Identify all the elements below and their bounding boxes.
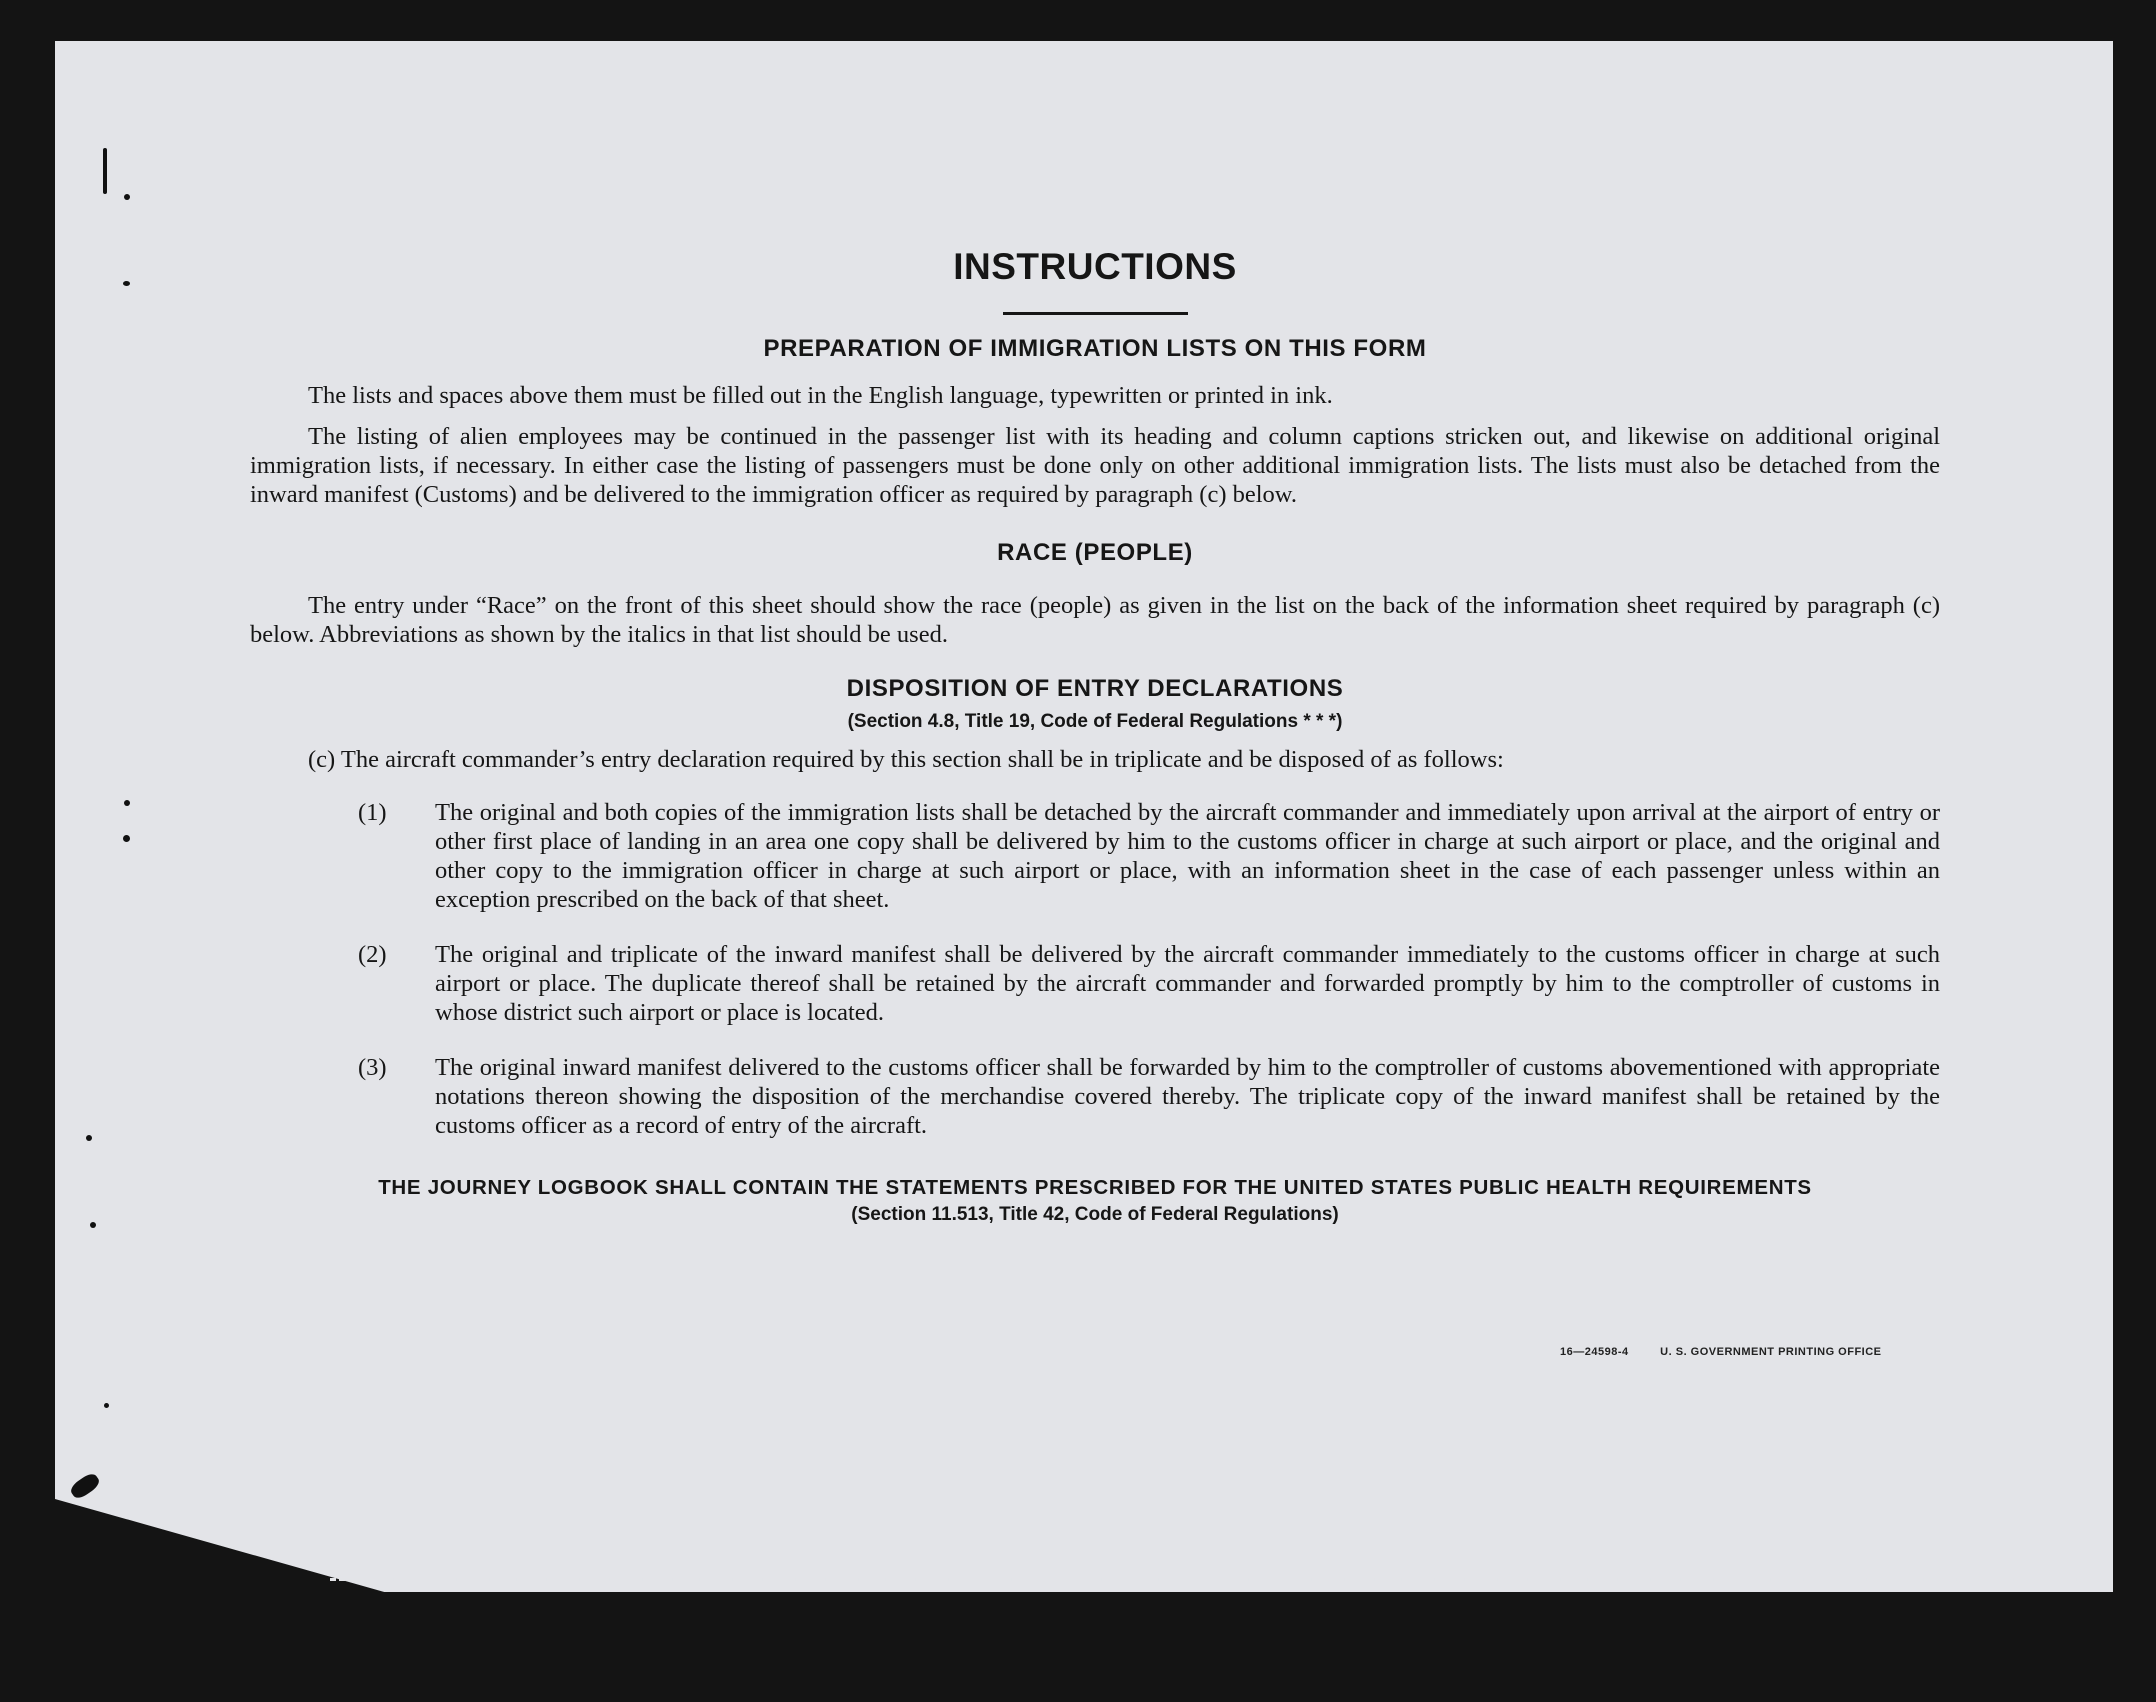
margin-speck <box>123 281 130 286</box>
disposition-intro: (c) The aircraft commander’s entry declaration required by this section shall be in triplicate and be disposed of as follows: <box>308 746 1504 773</box>
margin-speck <box>124 800 130 806</box>
item-number: (1) <box>358 799 387 826</box>
preparation-heading: PREPARATION OF IMMIGRATION LISTS ON THIS FORM <box>763 335 1427 362</box>
margin-speck <box>124 194 130 200</box>
logbook-statement: THE JOURNEY LOGBOOK SHALL CONTAIN THE STATEMENTS PRESCRIBED FOR THE UNITED STATES PUBLIC HEALTH REQUIREMENTS <box>378 1176 1812 1199</box>
instructions-body <box>250 246 1940 1226</box>
preparation-paragraph-1: The lists and spaces above them must be filled out in the English language, typewritten or printed in ink. <box>308 382 1333 409</box>
margin-speck <box>123 835 130 842</box>
disposition-citation: (Section 4.8, Title 19, Code of Federal Regulations * * *) <box>847 711 1343 732</box>
margin-speck <box>90 1222 96 1228</box>
disposition-item <box>250 1053 1940 1140</box>
disposition-item <box>250 798 1940 914</box>
disposition-heading: DISPOSITION OF ENTRY DECLARATIONS <box>846 675 1344 702</box>
item-number: (2) <box>358 941 387 968</box>
race-heading: RACE (PEOPLE) <box>997 539 1193 566</box>
printer-imprint <box>1560 1346 1882 1358</box>
logbook-citation: (Section 11.513, Title 42, Code of Federal Regulations) <box>851 1204 1339 1225</box>
printer-name: U. S. GOVERNMENT PRINTING OFFICE <box>1660 1346 1882 1358</box>
margin-speck <box>104 1403 109 1408</box>
form-number: 16—24598-4 <box>1560 1346 1629 1358</box>
item-text: The original and triplicate of the inward manifest shall be delivered by the aircraft commander immediately to the customs officer in charge at such airport or place. The duplicate thereof shall be retained by the aircraft commander and forwarded promptly by him to the comptroller of customs in whose district such airport or place is located. <box>435 941 1940 1026</box>
race-paragraph: The entry under “Race” on the front of this sheet should show the race (people) as given in the list on the back of the information sheet required by paragraph (c) below. Abbreviations as shown by the italics in that list should be used. <box>250 592 1940 648</box>
page-title: INSTRUCTIONS <box>953 246 1237 287</box>
perforated-edge <box>330 1578 2110 1581</box>
item-text: The original and both copies of the immigration lists shall be detached by the aircraft commander and immediately upon arrival at the airport of entry or other first place of landing in an area one copy shall be delivered by him to the customs officer in charge at such airport or place, and the original and other copy to the immigration officer in charge at such airport or place, with an information sheet in the case of each passenger unless within an exception prescribed on the back of that sheet. <box>435 799 1940 913</box>
preparation-paragraph-2: The listing of alien employees may be continued in the passenger list with its heading and column captions stricken out, and likewise on additional original immigration lists, if necessary. In either case the listing of passengers must be done only on other additional immigration lists. The lists must also be detached from the inward manifest (Customs) and be delivered to the immigration officer as required by paragraph (c) below. <box>250 423 1940 508</box>
margin-speck <box>86 1135 92 1141</box>
item-text: The original inward manifest delivered to the customs officer shall be forwarded by him to the comptroller of customs abovementioned with appropriate notations thereon showing the disposition of the merchandise covered thereby. The triplicate copy of the inward manifest shall be retained by the customs officer as a record of entry of the aircraft. <box>435 1054 1940 1139</box>
disposition-item <box>250 940 1940 1027</box>
title-underline <box>1003 312 1188 315</box>
margin-speck <box>103 148 107 194</box>
item-number: (3) <box>358 1054 387 1081</box>
